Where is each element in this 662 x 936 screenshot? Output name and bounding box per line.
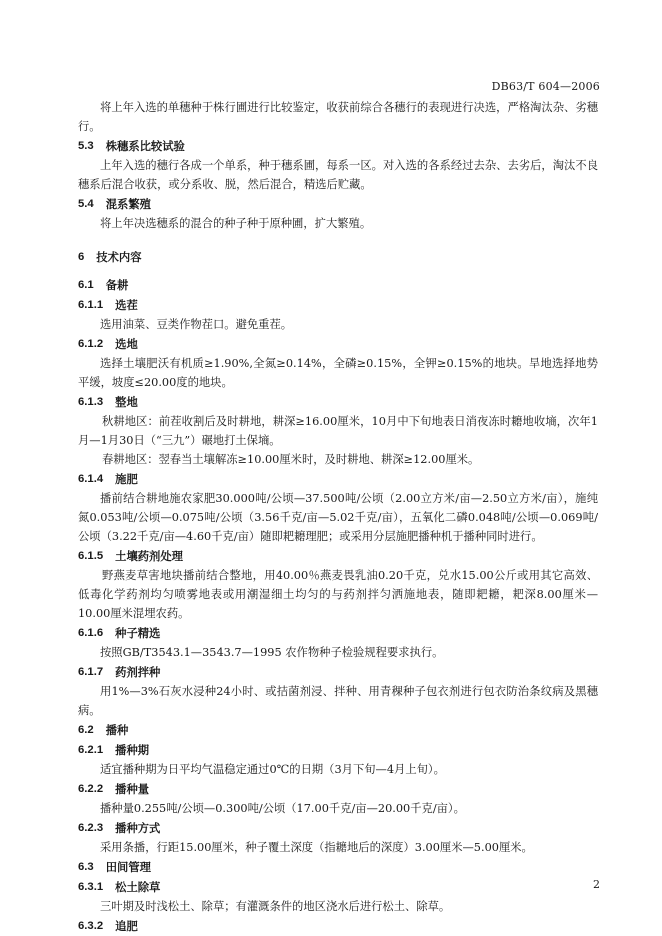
section-number: 5.4 (78, 197, 94, 210)
section-number: 6.1.2 (78, 337, 104, 350)
section-title: 播种 (105, 723, 129, 737)
section-title: 选地 (115, 337, 138, 351)
section-title: 土壤药剂处理 (115, 549, 183, 563)
section-number: 6.1 (78, 278, 94, 291)
section-title: 技术内容 (96, 250, 142, 264)
section-number: 6.1.1 (78, 298, 104, 311)
section-heading (78, 877, 598, 897)
section-title: 药剂拌种 (115, 665, 161, 679)
section-heading (78, 546, 598, 566)
paragraph: 上年入选的穗行各成一个单系，种于穗系圃，每系一区。对入选的各系经过去杂、去劣后，淘汰不良穗系后混合收获，或分系收、脱，然后混合，精选后贮藏。 (78, 159, 598, 191)
section-heading (78, 334, 598, 354)
paragraph: 选用油菜、豆类作物茬口。避免重茬。 (100, 318, 293, 331)
paragraph: 播种量0.255吨/公顷—0.300吨/公顷（17.00千克/亩—20.00千克/亩）。 (100, 802, 465, 815)
section-title: 松土除草 (115, 880, 161, 894)
section-number: 6.1.5 (78, 549, 104, 562)
document-number: DB63/T 604—2006 (491, 80, 600, 93)
section-heading (78, 779, 598, 799)
section-number: 6.3 (78, 860, 94, 873)
section-title: 混系繁殖 (105, 197, 151, 211)
section-title: 田间管理 (105, 860, 151, 874)
section-heading (78, 136, 598, 156)
section-number: 6.1.3 (78, 395, 104, 408)
paragraph: 用1%—3%石灰水浸种24小时、或拮菌剂浸、拌种、用青稞种子包衣剂进行包衣防治条纹病及黑穗病。 (78, 685, 598, 717)
section-number: 6.1.4 (78, 472, 104, 485)
section-title: 播种期 (115, 743, 150, 757)
section-heading (78, 275, 598, 295)
section-title: 备耕 (105, 278, 129, 292)
paragraph: 野燕麦草害地块播前结合整地，用40.00％燕麦畏乳油0.20千克，兑水15.00公斤或用其它高效、低毒化学药剂均匀喷雾地表或用潮湿细土均匀的与药剂拌匀洒施地表，随即耙耱，耙深8.00厘米—10.00厘米混埋农药。 (78, 569, 598, 620)
section-number: 6.3.1 (78, 880, 104, 893)
section-title: 整地 (115, 395, 138, 409)
paragraph: 按照GB/T3543.1—3543.7—1995 农作物种子检验规程要求执行。 (100, 646, 444, 659)
section-title: 株穗系比较试验 (105, 139, 185, 153)
section-number: 6.2 (78, 723, 94, 736)
section-title: 追肥 (115, 919, 138, 933)
section-number: 6.3.2 (78, 919, 104, 932)
section-heading (78, 916, 598, 936)
paragraph: 适宜播种期为日平均气温稳定通过0℃的日期（3月下旬—4月上旬）。 (100, 763, 445, 776)
paragraph: 三叶期及时浅松土、除草；有灌溉条件的地区浇水后进行松土、除草。 (100, 900, 451, 913)
paragraph: 春耕地区：翌春当土壤解冻≥10.00厘米时，及时耕地、耕深≥12.00厘米。 (102, 453, 480, 466)
section-number: 6.1.6 (78, 626, 104, 639)
section-number: 6.2.2 (78, 782, 104, 795)
paragraph: 播前结合耕地施农家肥30.000吨/公顷—37.500吨/公顷（2.00立方米/亩—2.50立方米/亩），施纯氮0.053吨/公顷—0.075吨/公顷（3.56千克/亩—5.02千克/亩），五氧化二磷0.048吨/公顷—0.069吨/公顷（3.22千克/亩—4.60千克/亩）随即耙耱理肥；或采用分层施肥播种机于播种同时进行。 (78, 492, 598, 543)
section-title: 种子精选 (115, 626, 161, 640)
document-body (78, 98, 598, 936)
section-heading (78, 469, 598, 489)
section-heading (78, 247, 598, 267)
paragraph: 将上年入选的单穗种于株行圃进行比较鉴定，收获前综合各穗行的表现进行决选，严格淘汰杂、劣穗行。 (78, 101, 598, 133)
section-title: 播种量 (115, 782, 150, 796)
paragraph: 采用条播，行距15.00厘米，种子覆土深度（指耱地后的深度）3.00厘米—5.00厘米。 (100, 841, 533, 854)
section-number: 6.1.7 (78, 665, 104, 678)
section-heading (78, 662, 598, 682)
section-heading (78, 740, 598, 760)
section-title: 播种方式 (115, 821, 161, 835)
section-number: 6.2.1 (78, 743, 104, 756)
section-heading (78, 392, 598, 412)
section-number: 5.3 (78, 139, 94, 152)
section-heading (78, 194, 598, 214)
section-number: 6 (78, 250, 85, 263)
page-number: 2 (593, 878, 600, 891)
section-title: 选茬 (115, 298, 138, 312)
section-heading (78, 857, 598, 877)
section-number: 6.2.3 (78, 821, 104, 834)
paragraph: 将上年决选穗系的混合的种子种于原种圃，扩大繁殖。 (100, 217, 372, 230)
section-heading (78, 720, 598, 740)
section-heading (78, 623, 598, 643)
section-title: 施肥 (115, 472, 138, 486)
section-heading (78, 818, 598, 838)
paragraph: 选择土壤肥沃有机质≥1.90%,全氮≥0.14%，全磷≥0.15%，全钾≥0.15%的地块。旱地选择地势平缓，坡度≤20.00度的地块。 (78, 357, 598, 389)
paragraph: 秋耕地区：前茬收割后及时耕地，耕深≥16.00厘米，10月中下旬地表日消夜冻时耱地收墒，次年1月—1月30日（“三九”）碾地打土保墒。 (78, 415, 598, 447)
section-heading (78, 295, 598, 315)
